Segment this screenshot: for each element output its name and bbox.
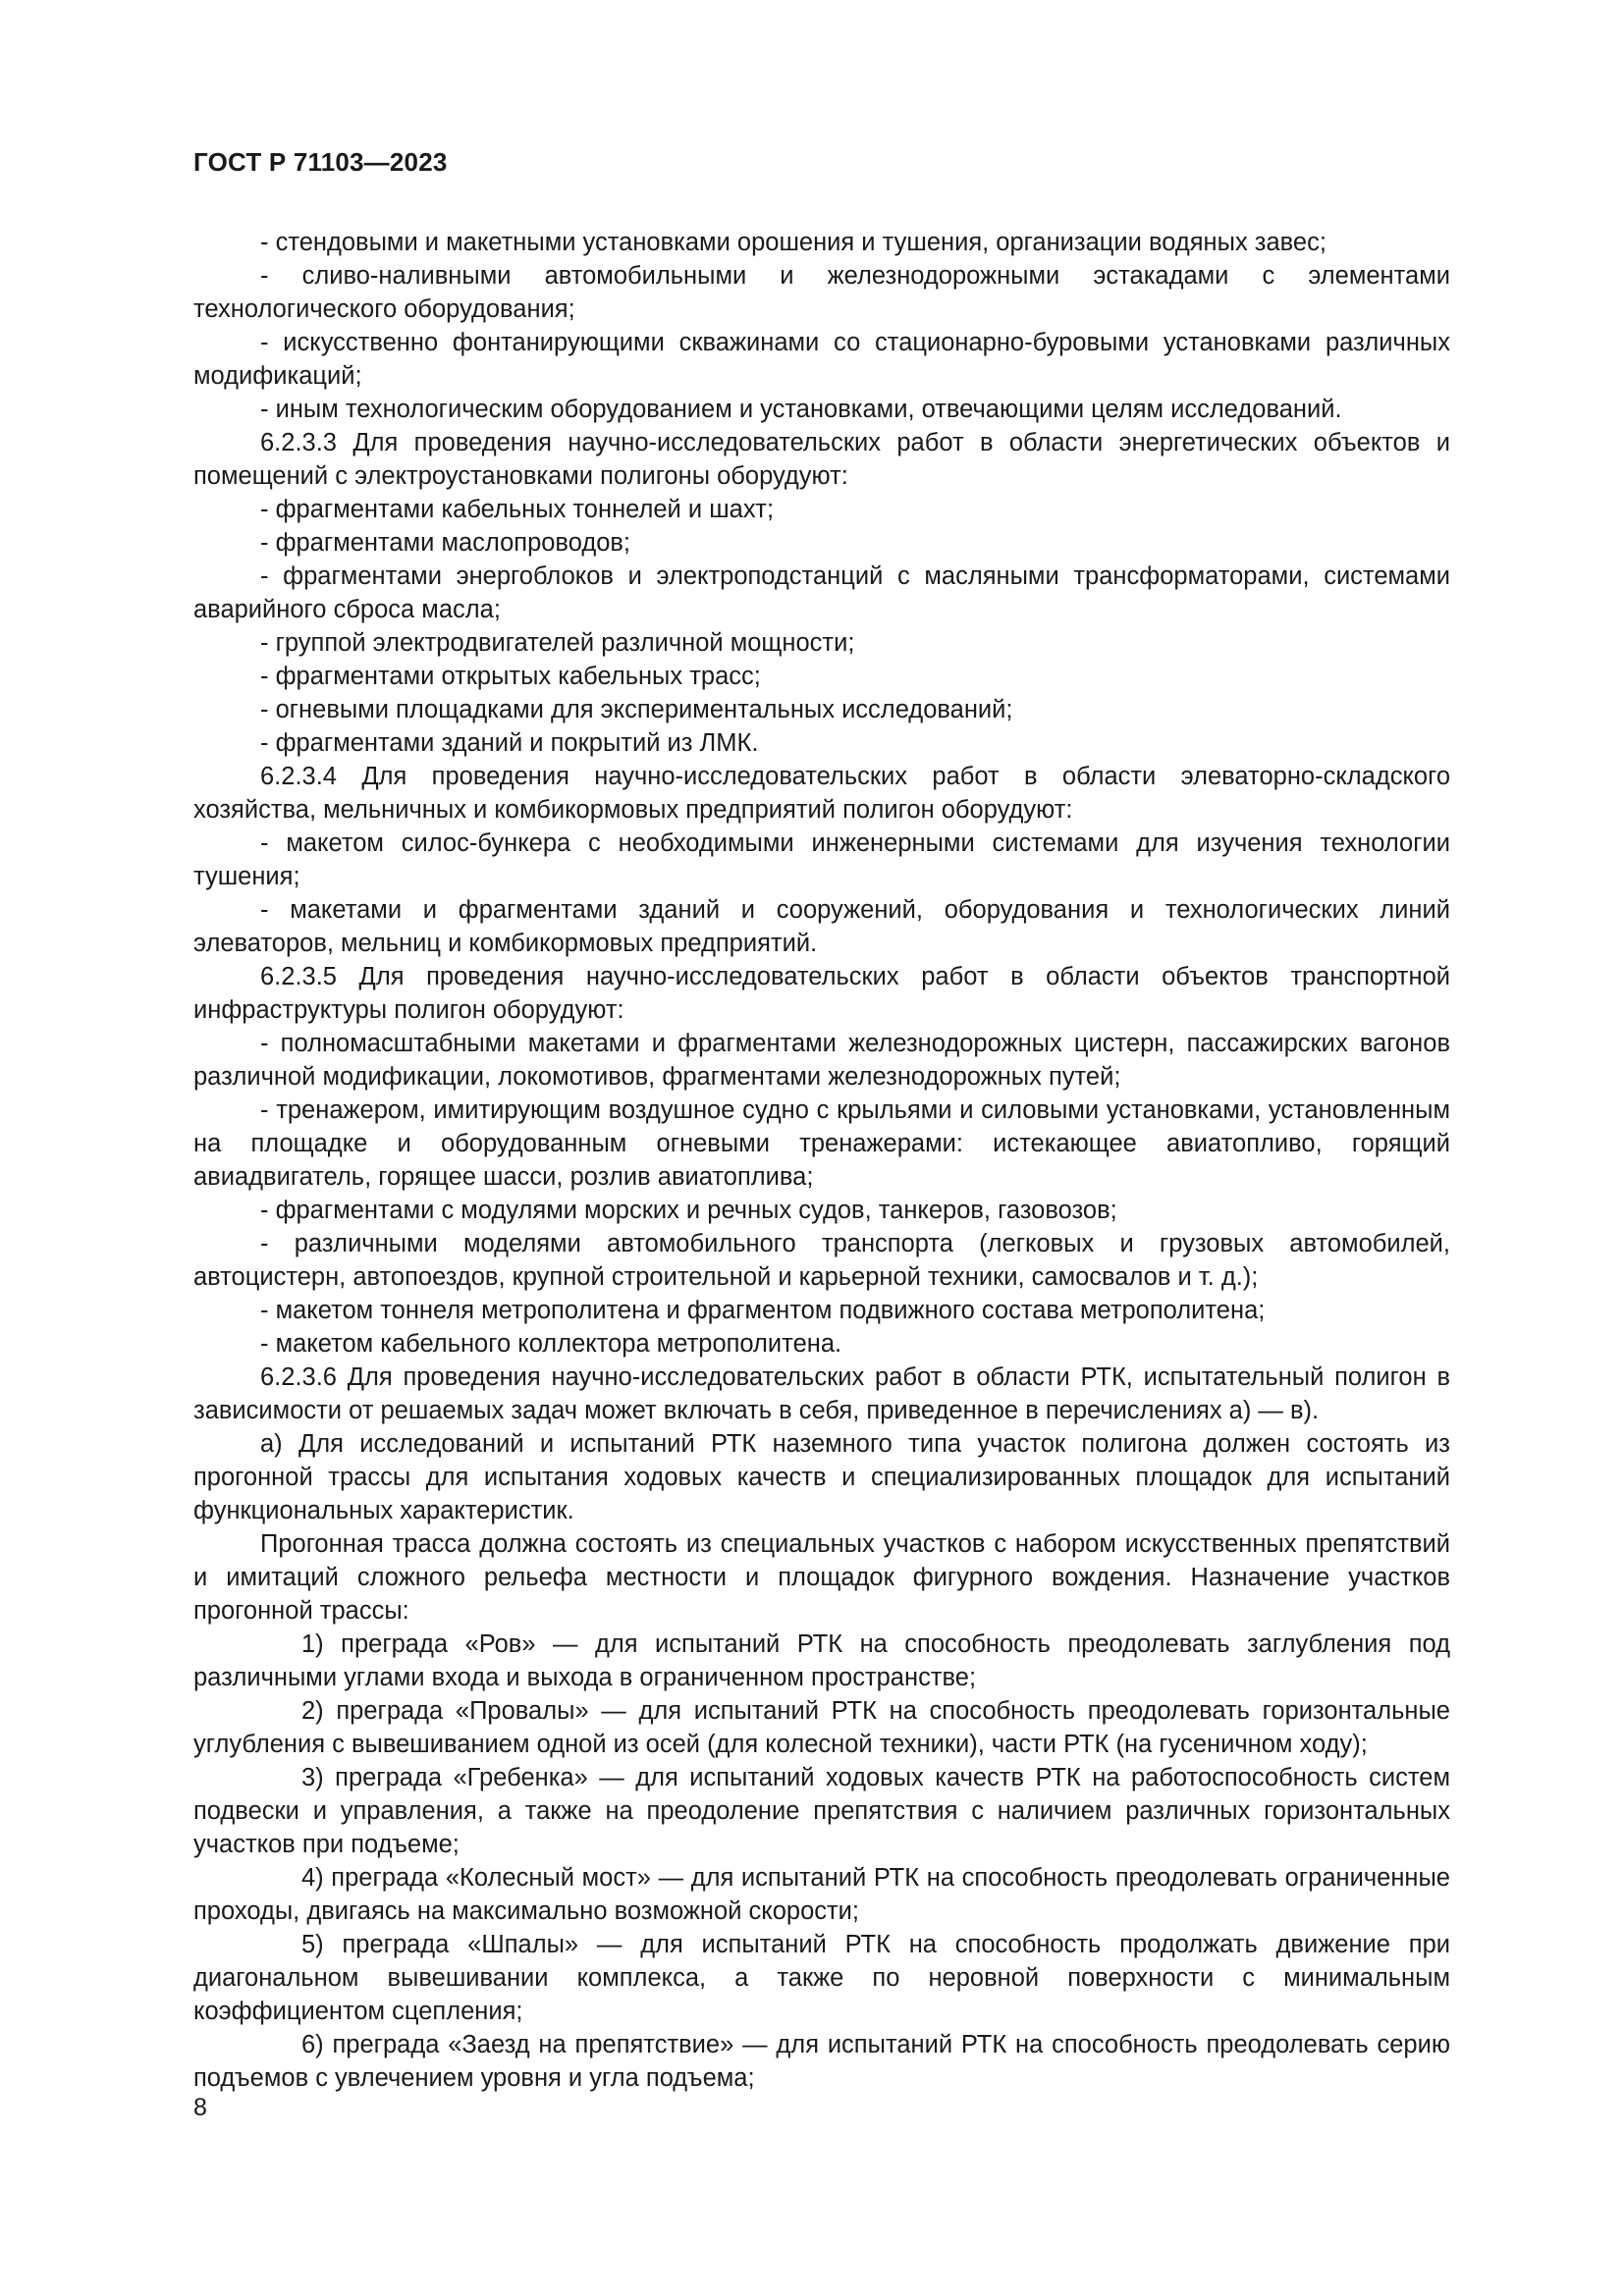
- numbered-item: 4) преграда «Колесный мост» — для испытаний РТК на способность преодолевать ограниченные проходы, двигаясь на максимально возможной скорости;: [193, 1864, 1450, 1925]
- paragraph: а) Для исследований и испытаний РТК наземного типа участок полигона должен состоять из прогонной трассы для испытания ходовых качеств и специализированных площадок для испытаний функциональных характеристик.: [193, 1430, 1450, 1524]
- paragraph: 6.2.3.6 Для проведения научно-исследовательских работ в области РТК, испытательный полигон в зависимости от решаемых задач может включать в себя, приведенное в перечислениях а) — в).: [193, 1363, 1450, 1424]
- document-body: [193, 226, 1450, 2095]
- list-item: - иным технологическим оборудованием и установками, отвечающими целям исследований.: [260, 396, 1342, 423]
- list-item: - тренажером, имитирующим воздушное судно с крыльями и силовыми установками, установленным на площадке и оборудованным огневыми тренажерами: истекающее авиатопливо, горящий авиадвигатель, горящее шасси, розлив авиатоплива;: [193, 1096, 1450, 1191]
- list-item: - макетом тоннеля метрополитена и фрагментом подвижного состава метрополитена;: [260, 1297, 1266, 1324]
- list-item: - макетами и фрагментами зданий и сооружений, оборудования и технологических линий элеваторов, мельниц и комбикормовых предприятий.: [193, 896, 1450, 957]
- numbered-item: 6) преграда «Заезд на препятствие» — для испытаний РТК на способность преодолевать серию подъемов с увлечением уровня и угла подъема;: [193, 2031, 1450, 2092]
- numbered-item: 3) преграда «Гребенка» — для испытаний ходовых качеств РТК на работоспособность систем подвески и управления, а также на преодоление препятствия с наличием различных горизонтальных участков при подъеме;: [193, 1764, 1450, 1858]
- list-item: - различными моделями автомобильного транспорта (легковых и грузовых автомобилей, автоцистерн, автопоездов, крупной строительной и карьерной техники, самосвалов и т. д.);: [193, 1230, 1450, 1291]
- list-item: - стендовыми и макетными установками орошения и тушения, организации водяных завес;: [260, 229, 1326, 256]
- list-item: - сливо-наливными автомобильными и железнодорожными эстакадами с элементами технологического оборудования;: [193, 262, 1450, 323]
- list-item: - фрагментами открытых кабельных трасс;: [260, 663, 761, 690]
- numbered-item: 1) преграда «Ров» — для испытаний РТК на способность преодолевать заглубления под различными углами входа и выхода в ограниченном пространстве;: [193, 1630, 1450, 1691]
- paragraph: 6.2.3.5 Для проведения научно-исследовательских работ в области объектов транспортной инфраструктуры полигон оборудуют:: [193, 963, 1450, 1024]
- list-item: - макетом силос-бункера с необходимыми инженерными системами для изучения технологии тушения;: [193, 829, 1450, 890]
- paragraph: Прогонная трасса должна состоять из специальных участков с набором искусственных препятствий и имитаций сложного рельефа местности и площадок фигурного вождения. Назначение участков прогонной трассы:: [193, 1530, 1450, 1625]
- list-item: - фрагментами зданий и покрытий из ЛМК.: [260, 729, 759, 757]
- list-item: - фрагментами с модулями морских и речных судов, танкеров, газовозов;: [260, 1197, 1117, 1224]
- list-item: - искусственно фонтанирующими скважинами со стационарно-буровыми установками различных модификаций;: [193, 329, 1450, 390]
- list-item: - фрагментами энергоблоков и электроподстанций с масляными трансформаторами, системами аварийного сброса масла;: [193, 562, 1450, 623]
- list-item: - фрагментами кабельных тоннелей и шахт;: [260, 496, 775, 523]
- list-item: - полномасштабными макетами и фрагментами железнодорожных цистерн, пассажирских вагонов различной модификации, локомотивов, фрагментами железнодорожных путей;: [193, 1030, 1450, 1091]
- paragraph: 6.2.3.3 Для проведения научно-исследовательских работ в области энергетических объектов и помещений с электроустановками полигоны оборудуют:: [193, 429, 1450, 490]
- numbered-item: 2) преграда «Провалы» — для испытаний РТК на способность преодолевать горизонтальные углубления с вывешиванием одной из осей (для колесной техники), части РТК (на гусеничном ходу);: [193, 1697, 1450, 1758]
- paragraph: 6.2.3.4 Для проведения научно-исследовательских работ в области элеваторно-складского хозяйства, мельничных и комбикормовых предприятий полигон оборудуют:: [193, 763, 1450, 824]
- list-item: - фрагментами маслопроводов;: [260, 529, 631, 557]
- numbered-item: 5) преграда «Шпалы» — для испытаний РТК на способность продолжать движение при диагональном вывешивании комплекса, а также по неровной поверхности с минимальным коэффициентом сцепления;: [193, 1931, 1450, 2025]
- list-item: - огневыми площадками для экспериментальных исследований;: [260, 696, 1013, 723]
- list-item: - макетом кабельного коллектора метрополитена.: [260, 1330, 842, 1358]
- list-item: - группой электродвигателей различной мощности;: [260, 629, 855, 657]
- standard-header: ГОСТ Р 71103—2023: [193, 147, 448, 177]
- page-number: 8: [193, 2094, 207, 2121]
